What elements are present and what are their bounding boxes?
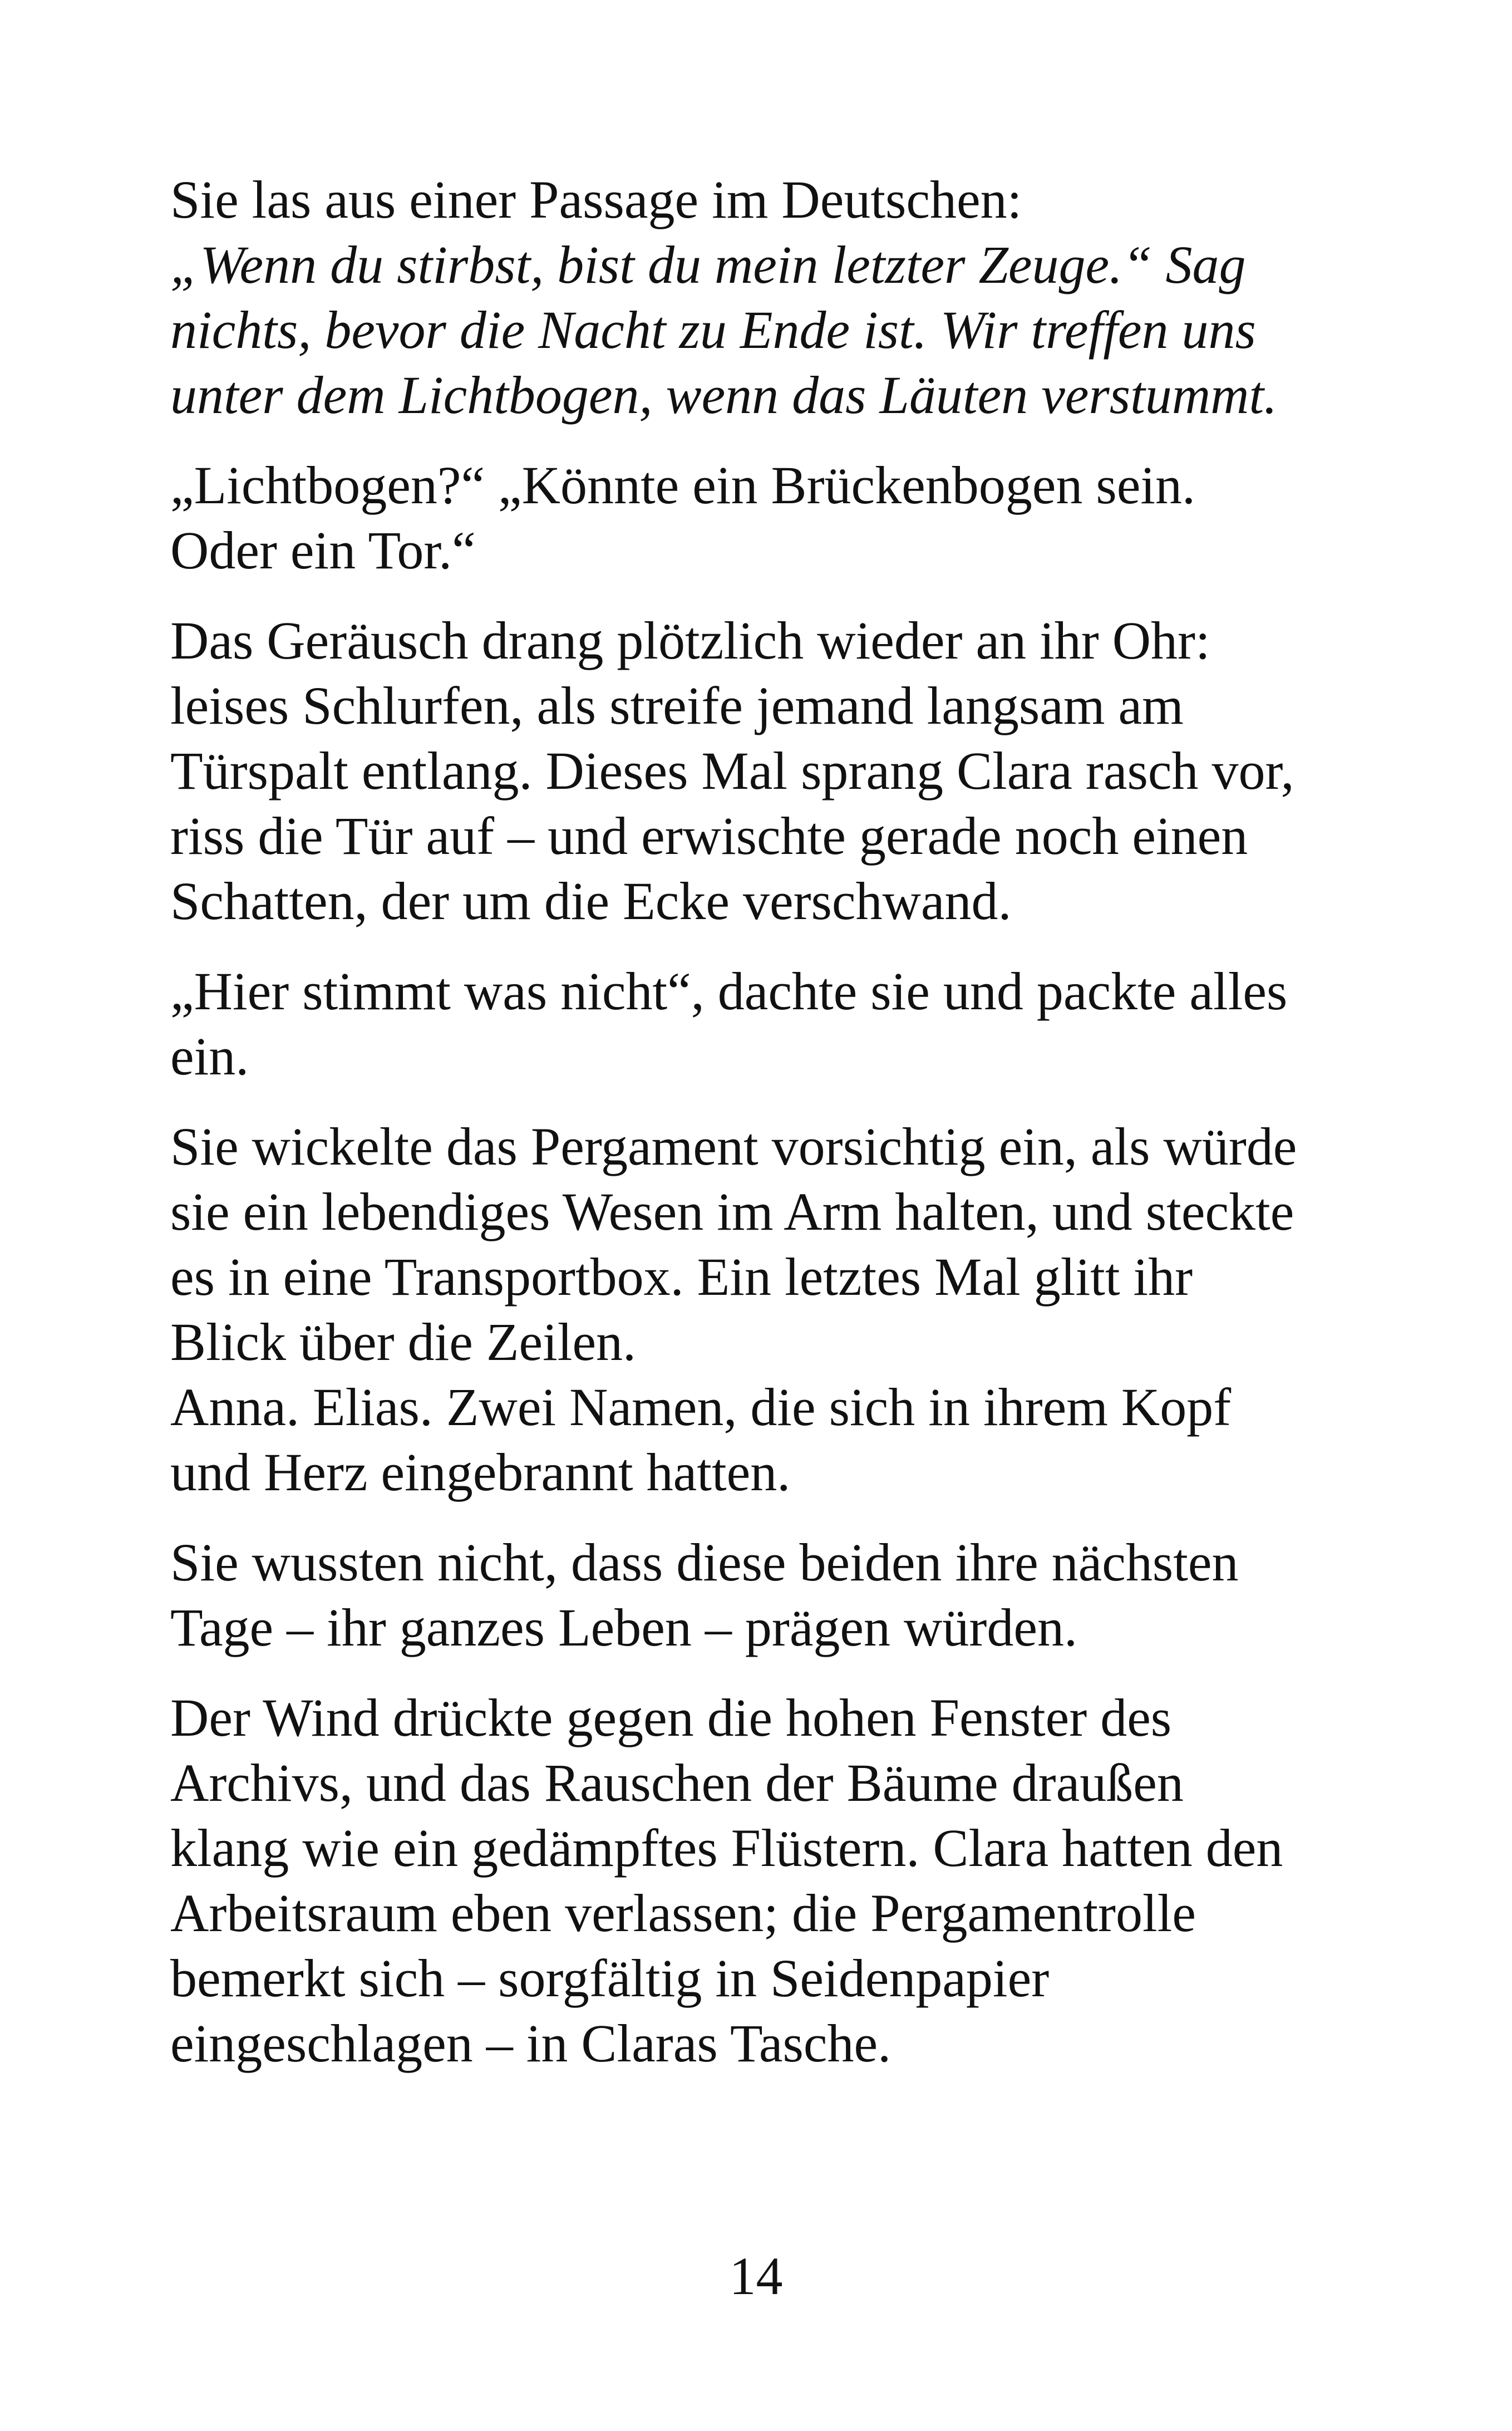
text-line: Archivs, und das Rauschen der Bäume draußen [170, 1753, 1184, 1813]
paragraph [170, 959, 1372, 1089]
paragraph [170, 608, 1372, 934]
paragraph [170, 1114, 1372, 1505]
paragraph [170, 453, 1372, 583]
text-line: leises Schlurfen, als streife jemand langsam am [170, 676, 1184, 735]
text-line: klang wie ein gedämpftes Flüstern. Clara hatten den [170, 1818, 1283, 1878]
text-line: eingeschlagen – in Claras Tasche. [170, 2013, 892, 2073]
text-line: Oder ein Tor.“ [170, 520, 476, 580]
text-line: bemerkt sich – sorgfältig in Seidenpapier [170, 1948, 1050, 2008]
text-line: ein. [170, 1027, 249, 1086]
text-line: Türspalt entlang. Dieses Mal sprang Clara rasch vor, [170, 741, 1294, 800]
text-line: Anna. Elias. Zwei Namen, die sich in ihrem Kopf [170, 1377, 1232, 1437]
text-line: unter dem Lichtbogen, wenn das Läuten verstummt. [170, 365, 1278, 425]
text-line: Der Wind drückte gegen die hohen Fenster des [170, 1688, 1172, 1747]
text-line: riss die Tür auf – und erwischte gerade noch einen [170, 806, 1248, 866]
text-line: „Lichtbogen?“ „Könnte ein Brückenbogen sein. [170, 455, 1195, 515]
text-line: Sie wussten nicht, dass diese beiden ihre nächsten [170, 1533, 1239, 1592]
text-line: Sie wickelte das Pergament vorsichtig ein, als würde [170, 1117, 1297, 1176]
text-line: „Hier stimmt was nicht“, dachte sie und packte alles [170, 961, 1288, 1021]
text-line: nichts, bevor die Nacht zu Ende ist. Wir treffen uns [170, 300, 1256, 360]
text-line: Blick über die Zeilen. [170, 1312, 637, 1372]
text-line: und Herz eingebrannt hatten. [170, 1442, 791, 1502]
text-line: Das Geräusch drang plötzlich wieder an ihr Ohr: [170, 611, 1210, 670]
text-line: „Wenn du stirbst, bist du mein letzter Zeuge.“ Sag [170, 235, 1246, 294]
text-line: Arbeitsraum eben verlassen; die Pergamentrolle [170, 1883, 1196, 1943]
text-line: Sie las aus einer Passage im Deutschen: [170, 170, 1022, 229]
text-line: sie ein lebendiges Wesen im Arm halten, und steckte [170, 1182, 1294, 1241]
text-line: Schatten, der um die Ecke verschwand. [170, 871, 1012, 931]
text-line: Tage – ihr ganzes Leben – prägen würden. [170, 1598, 1077, 1657]
paragraph [170, 167, 1372, 428]
paragraph [170, 1685, 1372, 2076]
page-number: 14 [729, 2246, 783, 2306]
text-line: es in eine Transportbox. Ein letztes Mal glitt ihr [170, 1247, 1193, 1307]
paragraph [170, 1530, 1372, 1660]
body-text [170, 167, 1372, 2101]
